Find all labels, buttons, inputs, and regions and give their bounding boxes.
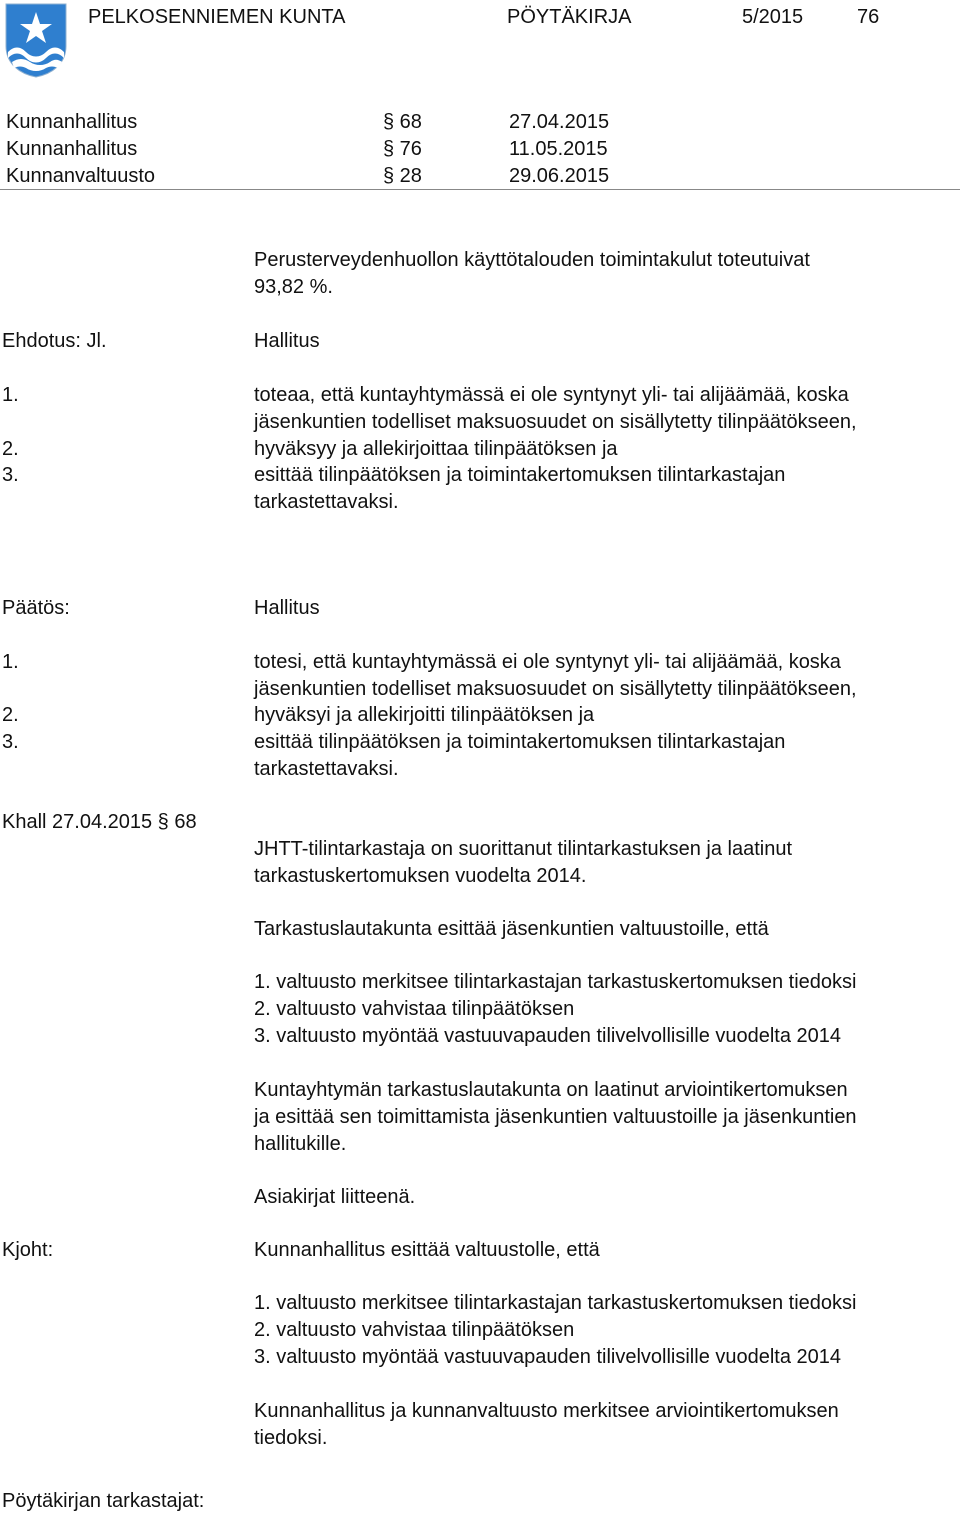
- proposal-item-text: jäsenkuntien todelliset maksuosuudet on sisällytetty tilinpäätökseen,: [254, 411, 857, 433]
- decision-item-text: tarkastettavaksi.: [254, 758, 399, 780]
- header-municipality: PELKOSENNIEMEN KUNTA: [88, 6, 346, 28]
- kjoht-paragraph: tiedoksi.: [254, 1427, 328, 1449]
- proposal-item-text: esittää tilinpäätöksen ja toimintakertomuksen tilintarkastajan: [254, 464, 786, 486]
- kjoht-paragraph: Kunnanhallitus esittää valtuustolle, että: [254, 1239, 600, 1261]
- proposal-item-text: toteaa, että kuntayhtymässä ei ole syntynyt yli- tai alijäämää, koska: [254, 384, 849, 406]
- meeting-body: Kunnanhallitus: [6, 111, 138, 133]
- meeting-date: 29.06.2015: [509, 165, 610, 187]
- meeting-date: 11.05.2015: [509, 138, 608, 160]
- footer-label: Pöytäkirjan tarkastajat:: [2, 1490, 205, 1512]
- proposal-item-number: 3.: [2, 464, 19, 486]
- khall-paragraph: JHTT-tilintarkastaja on suorittanut tilintarkastuksen ja laatinut: [254, 838, 793, 860]
- proposal-item-text: tarkastettavaksi.: [254, 491, 399, 513]
- kjoht-list-item: 1. valtuusto merkitsee tilintarkastajan tarkastuskertomuksen tiedoksi: [254, 1292, 857, 1314]
- decision-item-text: totesi, että kuntayhtymässä ei ole syntynyt yli- tai alijäämää, koska: [254, 651, 841, 673]
- decision-item-number: 1.: [2, 651, 19, 673]
- khall-list-item: 1. valtuusto merkitsee tilintarkastajan tarkastuskertomuksen tiedoksi: [254, 971, 857, 993]
- header-page-number: 76: [857, 6, 880, 28]
- intro-text: Perusterveydenhuollon käyttötalouden toimintakulut toteutuivat: [254, 249, 810, 271]
- municipal-crest-logo: [4, 2, 68, 78]
- meeting-body: Kunnanvaltuusto: [6, 165, 156, 187]
- decision-item-number: 3.: [2, 731, 19, 753]
- proposal-label: Ehdotus: Jl.: [2, 330, 107, 352]
- khall-list-item: 2. valtuusto vahvistaa tilinpäätöksen: [254, 998, 575, 1020]
- decision-item-text: hyväksyi ja allekirjoitti tilinpäätöksen ja: [254, 704, 595, 726]
- khall-paragraph: ja esittää sen toimittamista jäsenkuntien valtuustoille ja jäsenkuntien: [254, 1106, 857, 1128]
- khall-paragraph: tarkastuskertomuksen vuodelta 2014.: [254, 865, 587, 887]
- proposal-item-text: hyväksyy ja allekirjoittaa tilinpäätöksen ja: [254, 438, 618, 460]
- decision-item-text: jäsenkuntien todelliset maksuosuudet on sisällytetty tilinpäätökseen,: [254, 678, 857, 700]
- decision-item-number: 2.: [2, 704, 19, 726]
- proposal-item-number: 2.: [2, 438, 19, 460]
- decision-item-text: esittää tilinpäätöksen ja toimintakertomuksen tilintarkastajan: [254, 731, 786, 753]
- intro-text: 93,82 %.: [254, 276, 333, 298]
- meeting-body: Kunnanhallitus: [6, 138, 138, 160]
- meeting-section: § 76: [383, 138, 422, 160]
- khall-label: Khall 27.04.2015 § 68: [2, 811, 197, 833]
- kjoht-list-item: 2. valtuusto vahvistaa tilinpäätöksen: [254, 1319, 575, 1341]
- kjoht-paragraph: Kunnanhallitus ja kunnanvaltuusto merkitsee arviointikertomuksen: [254, 1400, 839, 1422]
- header-doc-type: PÖYTÄKIRJA: [507, 6, 632, 28]
- kjoht-label: Kjoht:: [2, 1239, 54, 1261]
- table-divider: [0, 189, 960, 190]
- decision-body: Hallitus: [254, 597, 320, 619]
- meeting-section: § 28: [383, 165, 422, 187]
- header-issue: 5/2015: [742, 6, 804, 28]
- meeting-section: § 68: [383, 111, 422, 133]
- khall-attachments: Asiakirjat liitteenä.: [254, 1186, 416, 1208]
- meeting-date: 27.04.2015: [509, 111, 610, 133]
- khall-list-item: 3. valtuusto myöntää vastuuvapauden tilivelvollisille vuodelta 2014: [254, 1025, 842, 1047]
- khall-paragraph: Kuntayhtymän tarkastuslautakunta on laatinut arviointikertomuksen: [254, 1079, 848, 1101]
- kjoht-list-item: 3. valtuusto myöntää vastuuvapauden tilivelvollisille vuodelta 2014: [254, 1346, 842, 1368]
- khall-paragraph: hallitukille.: [254, 1133, 347, 1155]
- proposal-item-number: 1.: [2, 384, 19, 406]
- khall-paragraph: Tarkastuslautakunta esittää jäsenkuntien valtuustoille, että: [254, 918, 769, 940]
- decision-label: Päätös:: [2, 597, 70, 619]
- proposal-body: Hallitus: [254, 330, 320, 352]
